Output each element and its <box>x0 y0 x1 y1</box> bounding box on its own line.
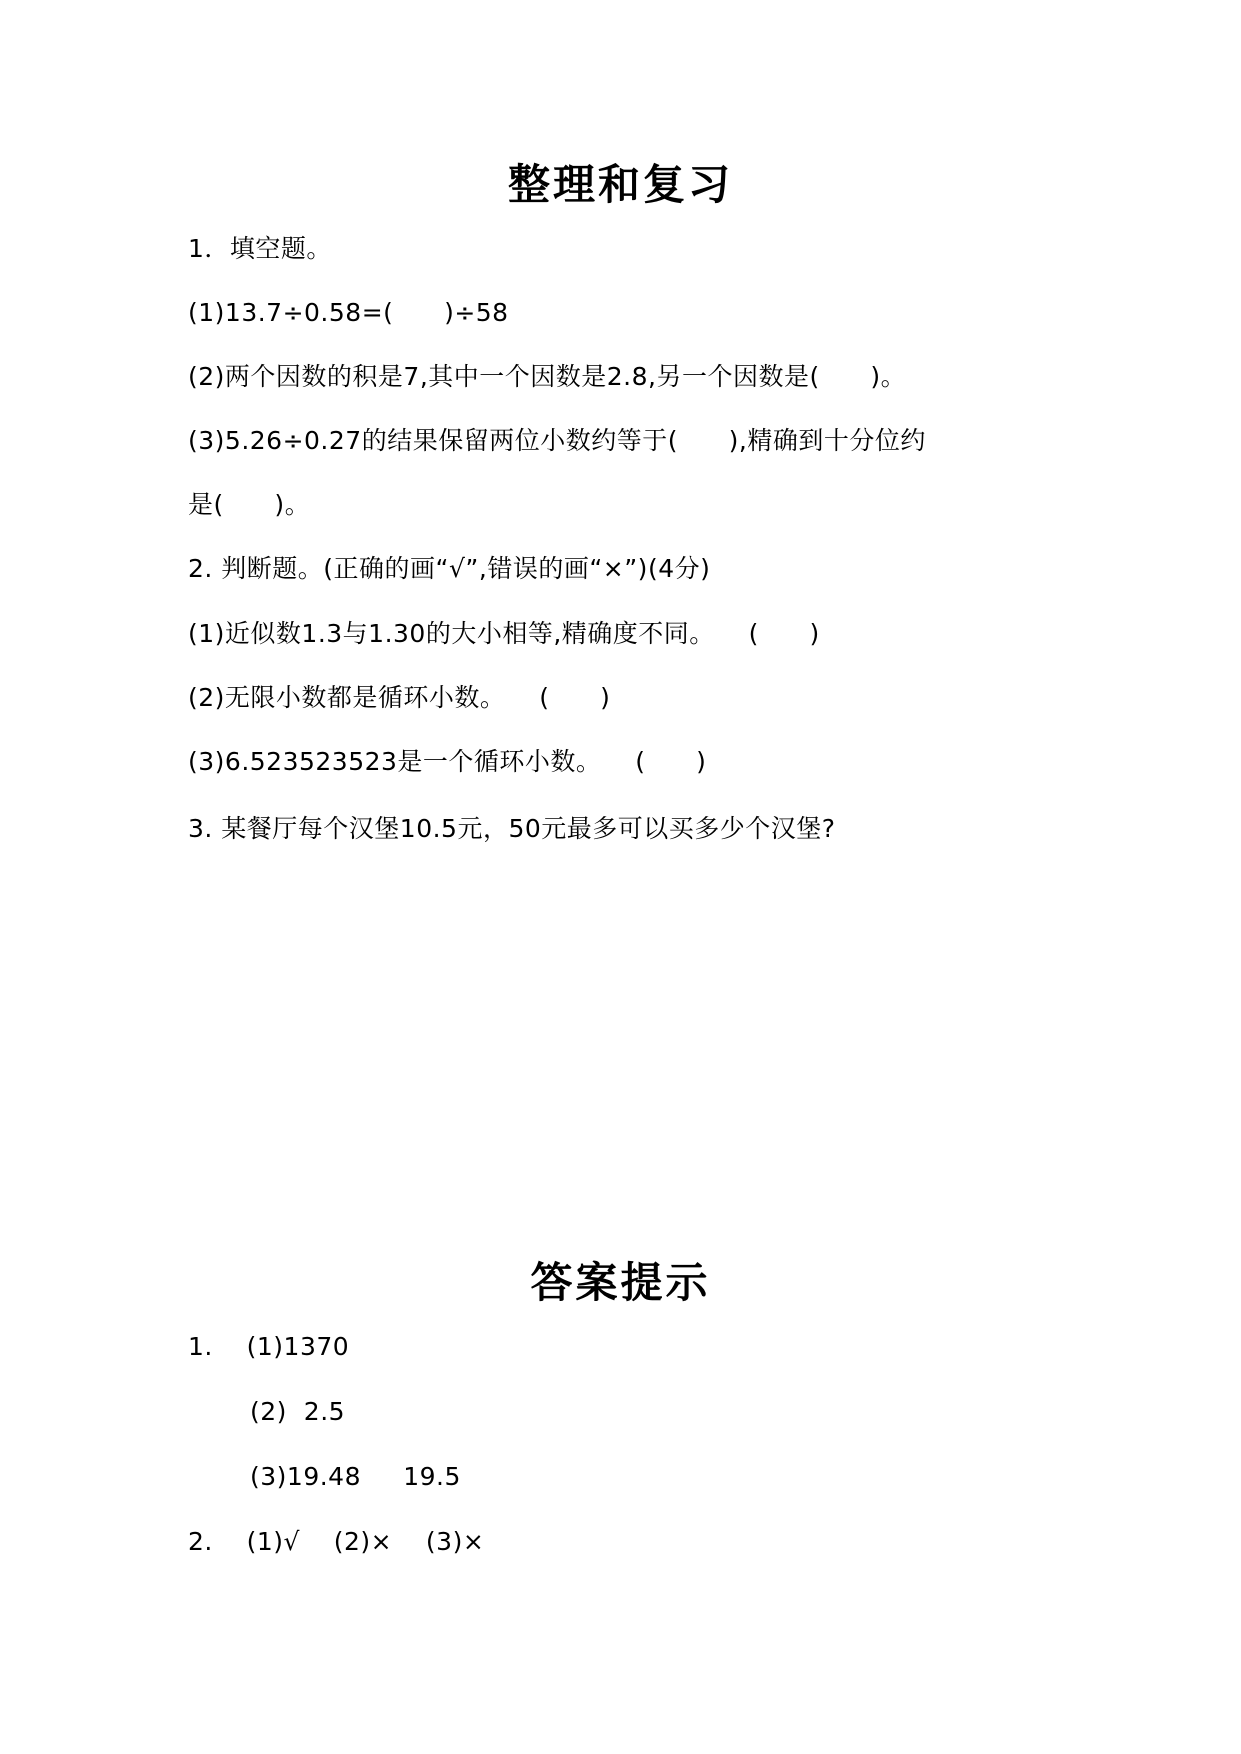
question-1-item-3-line-2: 是( )。 <box>188 490 311 519</box>
answer-1-item-1: 1. (1)1370 <box>188 1332 350 1361</box>
question-2-item-1: (1)近似数1.3与1.30的大小相等,精确度不同。 ( ) <box>188 619 820 648</box>
question-3: 3. 某餐厅每个汉堡10.5元，50元最多可以买多少个汉堡? <box>188 814 836 843</box>
question-2-item-2: (2)无限小数都是循环小数。 ( ) <box>188 683 611 712</box>
answer-1-item-2: (2) 2.5 <box>250 1397 346 1426</box>
page-title: 整理和复习 <box>507 160 733 209</box>
answer-2: 2. (1)√ (2)× (3)× <box>188 1527 485 1556</box>
answers-title: 答案提示 <box>530 1258 711 1307</box>
question-1-item-2: (2)两个因数的积是7,其中一个因数是2.8,另一个因数是( )。 <box>188 362 907 391</box>
question-1-item-1: (1)13.7÷0.58=( )÷58 <box>188 298 509 327</box>
question-1-item-3-line-1: (3)5.26÷0.27的结果保留两位小数约等于( ),精确到十分位约 <box>188 426 926 455</box>
question-1-heading: 1．填空题。 <box>188 234 332 263</box>
question-2-item-3: (3)6.523523523是一个循环小数。 ( ) <box>188 747 707 776</box>
answer-1-item-3: (3)19.48 19.5 <box>250 1462 461 1491</box>
question-2-heading: 2. 判断题。(正确的画“√”,错误的画“×”)(4分) <box>188 554 711 583</box>
